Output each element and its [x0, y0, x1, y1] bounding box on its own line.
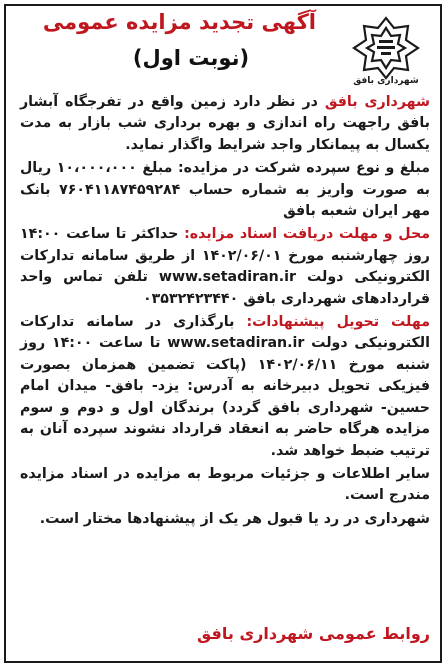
paragraph-text: مبلغ و نوع سپرده شرکت در مزایده: مبلغ ۱۰،۰۰۰،۰۰۰ ریال به صورت واریز به شماره حساب ۷۶۰۴۱۱۸۷۴۵۹۲۸۴ بانک مهر ایران شعبه بافق — [20, 160, 431, 220]
paragraph-text: بارگذاری در سامانه تدارکات الکترونیکی دولت www.setadiran.ir تا ساعت ۱۴:۰۰ روز شنبه مورخ ۱۴۰۲/۰۶/۱۱ (پاکت تضمین همزمان بصورت فیزیکی تحویل دبیرخانه به آدرس: یزد- بافق- میدان امام حسین- شهرداری بافق گردد) برندگان اول و دوم و سوم مزایده هرگاه حاضر به انعقاد قرارداد نشوند سپرده آنان به ترتیب ضبط خواهد شد. — [20, 314, 431, 459]
paragraph-text: در نظر دارد زمین واقع در تفرجگاه آبشار بافق راجهت راه اندازی و بهره برداری شب بازار به مدت یکسال به پیمانکار واجد شرایط واگذار نماید. — [20, 94, 430, 153]
paragraph-documents — [20, 224, 430, 310]
paragraph-details — [20, 464, 430, 507]
paragraph-text: شهرداری در رد یا قبول هر یک از پیشنهادها مختار است. — [39, 510, 430, 527]
paragraph-lead: مهلت تحویل پیشنهادات: — [246, 314, 430, 331]
notice-title: آگهی تجدید مزایده عمومی — [42, 10, 316, 34]
notice-frame — [4, 4, 442, 663]
municipality-logo — [348, 14, 424, 86]
notice-signature: روابط عمومی شهرداری بافق — [196, 624, 430, 643]
notice-body — [20, 92, 430, 532]
paragraph-text: سایر اطلاعات و جزئیات مربوط به مزایده در اسناد مزایده مندرج است. — [20, 465, 430, 504]
paragraph-lead: محل و مهلت دریافت اسناد مزایده: — [184, 226, 430, 243]
paragraph-text: حداکثر تا ساعت ۱۴:۰۰ روز چهارشنبه مورخ ۱۴۰۲/۰۶/۰۱ از طریق سامانه تدارکات الکترونیکی دولت www.setadiran.ir تلفن تماس واحد قراردادهای شهرداری بافق ۰۳۵۳۲۴۲۳۴۴۰ — [20, 226, 430, 307]
paragraph-deposit — [20, 158, 430, 222]
logo-caption: شهرداری بافق — [353, 76, 419, 86]
notice-header — [6, 6, 440, 92]
paragraph-intro — [20, 92, 430, 156]
paragraph-submission — [20, 312, 430, 462]
paragraph-rights — [20, 509, 430, 530]
paragraph-lead: شهرداری بافق — [324, 94, 430, 110]
notice-subtitle: (نوبت اول) — [132, 46, 250, 70]
